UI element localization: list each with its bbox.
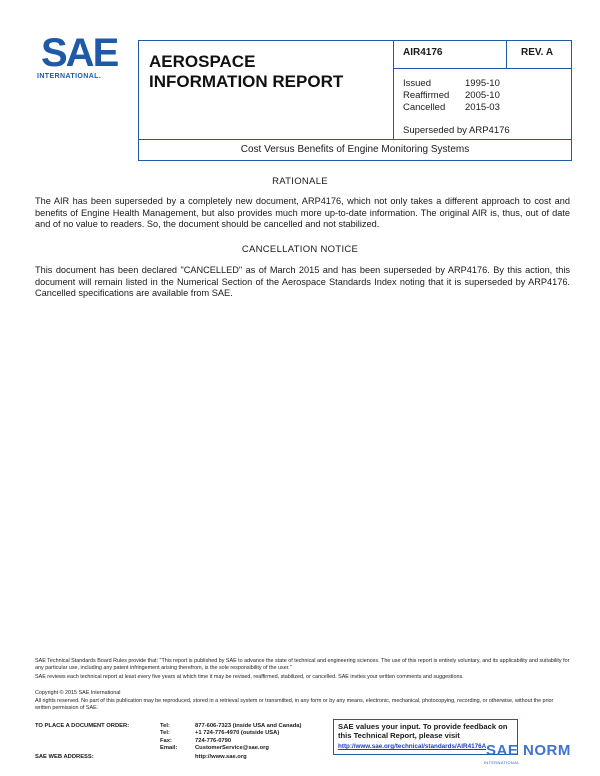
sae-norm-watermark: SAE NORM (486, 742, 571, 759)
web-label: SAE WEB ADDRESS: (35, 754, 94, 760)
cancellation-heading: CANCELLATION NOTICE (241, 244, 359, 255)
rationale-heading: RATIONALE (272, 176, 328, 187)
footer-review: SAE reviews each technical report at least every five years at which time it may be revised, reaffirmed, stabilized, or cancelled. SAE invites your written comments and suggestions. (35, 674, 464, 680)
contact-label: Tel: (160, 723, 170, 729)
report-type-line1: AEROSPACE (149, 52, 256, 71)
revision-box (506, 40, 572, 69)
doc-number: AIR4176 (403, 47, 443, 58)
sae-norm-watermark-subtitle: INTERNATIONAL (484, 760, 520, 765)
date-value: 2005-10 (465, 90, 500, 101)
rationale-text: The AIR has been superseded by a completely new document, ARP4176, which not only takes a different approach to cost and benefits of Engine Health Management, but also provides much more up-to-date information. The original AIR is, thus, out of date and of no value to readers. So, the document should be cancelled and not stabilized. (35, 196, 570, 229)
revision: REV. A (521, 47, 554, 58)
contact-fax: 724-776-0790 (195, 737, 232, 744)
footer-copyright: Copyright © 2015 SAE International (35, 690, 121, 696)
cancellation-text: This document has been declared "CANCELLED" as of March 2015 and has been superseded by ARP4176. By this action, this document will remain listed in the Numerical Section of the Aerospace Standards Index noting that it is superseded by ARP4176. Cancelled specifications are available from SAE. (35, 265, 570, 298)
footer-rights: All rights reserved. No part of this publication may be reproduced, stored in a retrieval system or transmitted, in any form or by any means, electronic, mechanical, photocopying, recording, or otherwise, without the prior written permission of SAE. (35, 698, 554, 711)
feedback-text: SAE values your input. To provide feedback on this Technical Report, please visit (338, 722, 508, 740)
order-contact-block (35, 723, 335, 767)
date-row-cancelled (403, 102, 500, 113)
contact-label: Tel: (160, 730, 170, 737)
document-subject: Cost Versus Benefits of Engine Monitoring Systems (138, 139, 572, 161)
web-address-link[interactable]: http://www.sae.org (195, 754, 247, 760)
date-label: Cancelled (403, 102, 446, 113)
date-row-reaffirmed (403, 90, 500, 101)
contact-label: Email: (160, 745, 178, 752)
date-label: Issued (403, 78, 431, 89)
contact-label: Fax: (160, 737, 172, 744)
order-label: TO PLACE A DOCUMENT ORDER: (35, 723, 130, 729)
report-type-title (149, 52, 343, 92)
contact-email[interactable]: CustomerService@sae.org (195, 745, 269, 752)
report-type-line2: INFORMATION REPORT (149, 72, 344, 91)
footer-policy: SAE Technical Standards Board Rules provide that: "This report is published by SAE to advance the state of technical and engineering sciences. The use of this report is entirely voluntary, and its applicability and suitability for any particular use, including any patent infringement arising therefrom, is the sole responsibility of the user." (35, 658, 570, 671)
dates-box (393, 68, 572, 140)
date-value: 2015-03 (465, 102, 500, 113)
date-row-issued (403, 78, 500, 89)
date-label: Reaffirmed (403, 90, 450, 101)
sae-logo: SAE (41, 31, 118, 75)
contact-tel-domestic: 877-606-7323 (inside USA and Canada) (195, 723, 302, 729)
contact-tel-international: +1 724-776-4970 (outside USA) (195, 730, 280, 737)
report-type-box (138, 40, 394, 140)
feedback-link[interactable]: http://www.sae.org/technical/standards/AIR4176A (338, 743, 487, 750)
superseded-by: Superseded by ARP4176 (403, 125, 510, 136)
sae-logo-subtitle: INTERNATIONAL. (37, 73, 102, 80)
doc-number-box (393, 40, 507, 69)
date-value: 1995-10 (465, 78, 500, 89)
